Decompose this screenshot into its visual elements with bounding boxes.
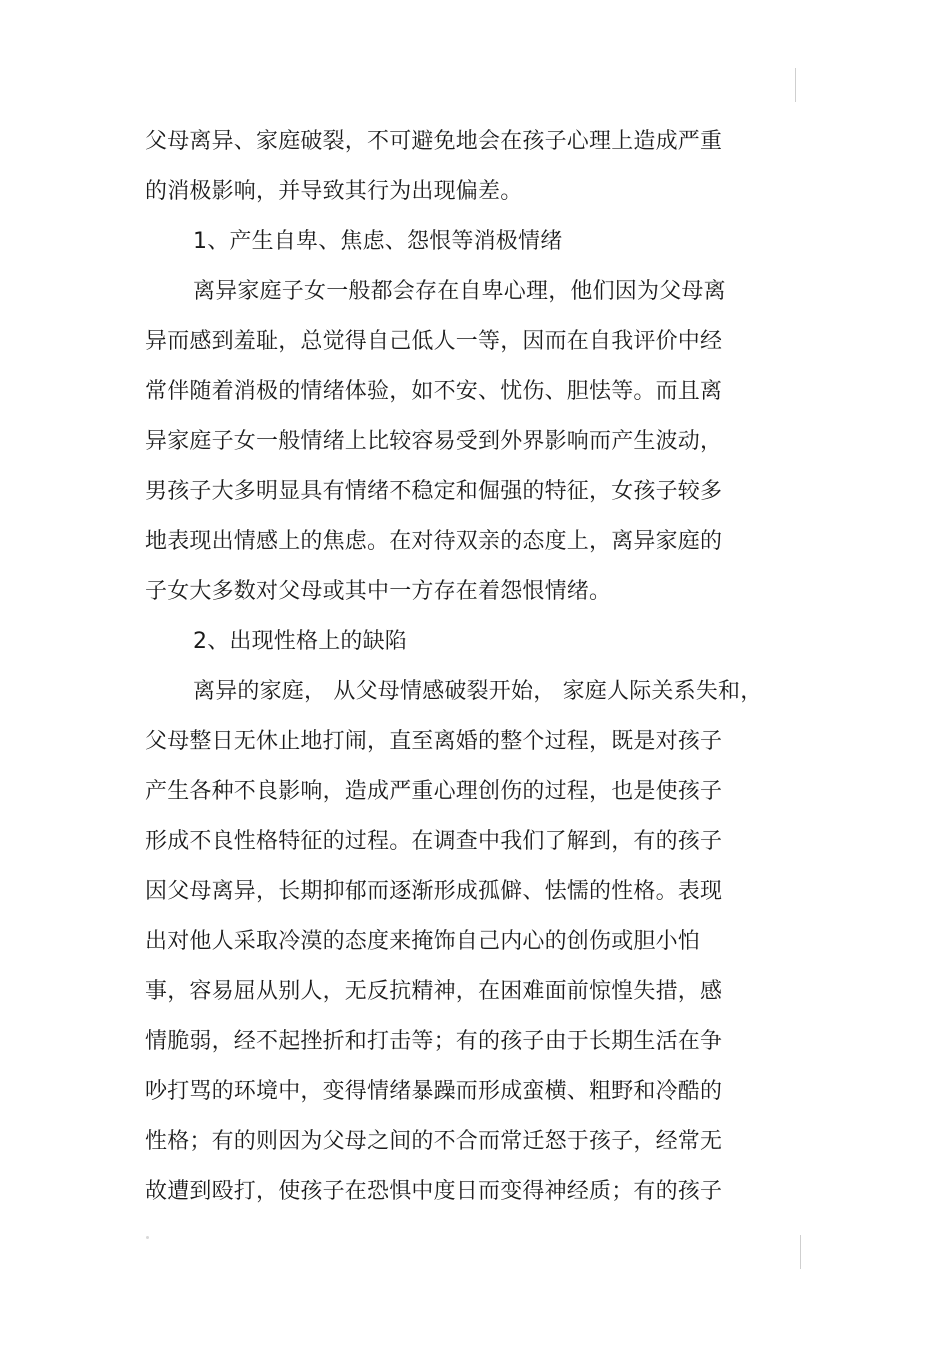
page-edge-mark-top xyxy=(795,68,796,102)
text-line: 地表现出情感上的焦虑。在对待双亲的态度上，离异家庭的 xyxy=(145,529,723,554)
text-line: 父母离异、家庭破裂，不可避免地会在孩子心理上造成严重 xyxy=(145,129,723,154)
text-line: 男孩子大多明显具有情绪不稳定和倔强的特征，女孩子较多 xyxy=(145,479,723,504)
text-line: 父母整日无休止地打闹，直至离婚的整个过程，既是对孩子 xyxy=(145,729,723,754)
text-line: 形成不良性格特征的过程。在调查中我们了解到，有的孩子 xyxy=(145,829,723,854)
page-speck xyxy=(146,1236,149,1239)
text-line: 离异家庭子女一般都会存在自卑心理，他们因为父母离 xyxy=(193,279,726,304)
text-line: 因父母离异，长期抑郁而逐渐形成孤僻、怯懦的性格。表现 xyxy=(145,879,723,904)
section-heading-2: 2、出现性格上的缺陷 xyxy=(193,629,407,654)
text-line: 异家庭子女一般情绪上比较容易受到外界影响而产生波动， xyxy=(145,429,723,454)
text-line: 离异的家庭， 从父母情感破裂开始， 家庭人际关系失和， xyxy=(193,679,763,704)
text-line: 故遭到殴打，使孩子在恐惧中度日而变得神经质；有的孩子 xyxy=(145,1179,723,1204)
text-line: 的消极影响，并导致其行为出现偏差。 xyxy=(145,179,523,204)
text-line: 异而感到羞耻，总觉得自己低人一等，因而在自我评价中经 xyxy=(145,329,723,354)
section-heading-1: 1、产生自卑、焦虑、怨恨等消极情绪 xyxy=(193,229,563,254)
text-line: 出对他人采取冷漠的态度来掩饰自己内心的创伤或胆小怕 xyxy=(145,929,701,954)
text-line: 性格；有的则因为父母之间的不合而常迁怒于孩子，经常无 xyxy=(145,1129,723,1154)
page-edge-mark-bottom xyxy=(800,1235,801,1269)
text-line: 常伴随着消极的情绪体验，如不安、忧伤、胆怯等。而且离 xyxy=(145,379,723,404)
text-line: 产生各种不良影响，造成严重心理创伤的过程，也是使孩子 xyxy=(145,779,723,804)
text-line: 子女大多数对父母或其中一方存在着怨恨情绪。 xyxy=(145,579,612,604)
text-line: 情脆弱，经不起挫折和打击等；有的孩子由于长期生活在争 xyxy=(145,1029,723,1054)
text-line: 事，容易屈从别人，无反抗精神，在困难面前惊惶失措，感 xyxy=(145,979,723,1004)
text-line: 吵打骂的环境中，变得情绪暴躁而形成蛮横、粗野和冷酷的 xyxy=(145,1079,723,1104)
